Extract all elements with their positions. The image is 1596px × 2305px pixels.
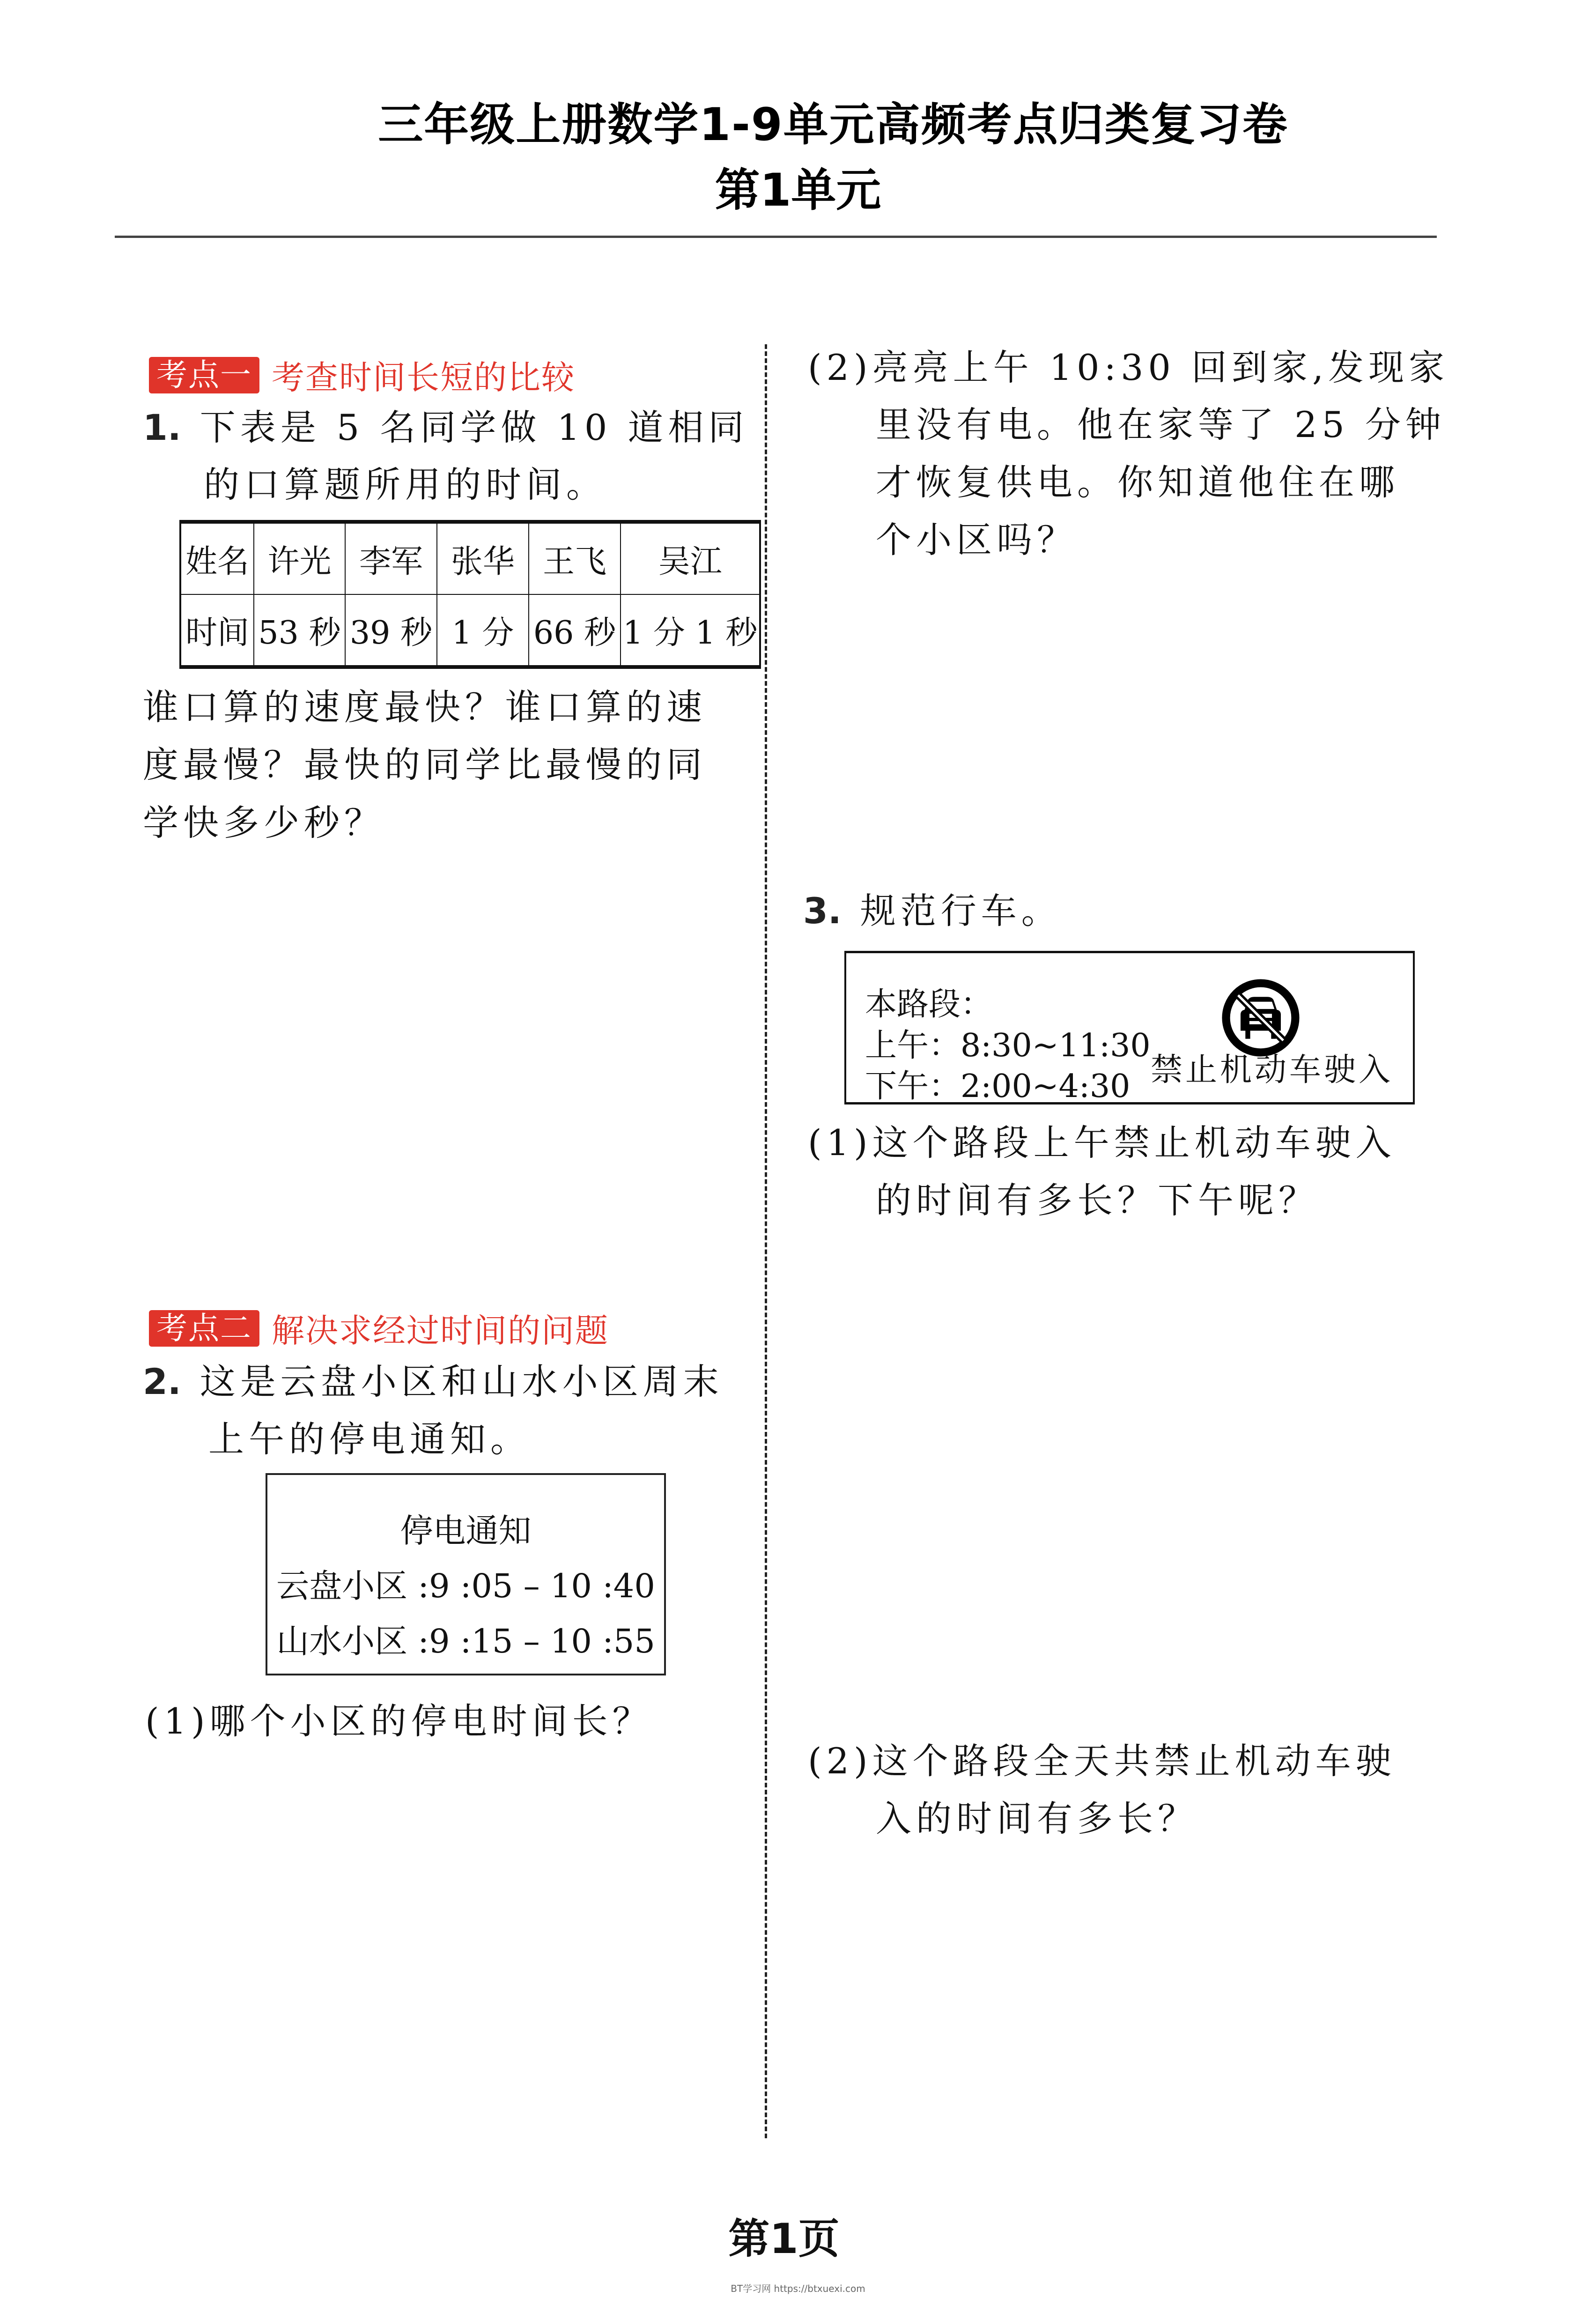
section-header-kaodian-1	[149, 351, 575, 399]
question-3-title: 3. 规范行车。	[803, 890, 1062, 932]
question-1-line-1: 1. 下表是 5 名同学做 10 道相同	[143, 407, 749, 448]
worksheet-title: 三年级上册数学1-9单元高频考点归类复习卷	[378, 98, 1288, 151]
table-cell: 1 分	[437, 594, 529, 667]
page-number: 第1页	[728, 2215, 840, 2263]
table-cell: 1 分 1 秒	[621, 594, 760, 667]
sign-ban-text: 禁止机动车驶入	[1151, 1052, 1394, 1089]
notice-row: 云盘小区 :9 :05 – 10 :40	[276, 1567, 655, 1605]
notice-row: 山水小区 :9 :15 – 10 :55	[276, 1622, 655, 1660]
question-number: 2.	[143, 1361, 181, 1402]
table-cell: 时间	[180, 594, 254, 667]
table-cell: 王飞	[529, 522, 621, 594]
traffic-restriction-sign	[844, 951, 1415, 1104]
question-number: 3.	[803, 890, 842, 932]
sign-label: 本路段：	[865, 986, 993, 1023]
question-1-line-2: 的口算题所用的时间。	[204, 464, 606, 505]
question-1-prompt-line-3: 学快多少秒？	[143, 802, 384, 844]
kaodian-title: 解决求经过时间的问题	[272, 1312, 609, 1350]
table-cell: 39 秒	[345, 594, 437, 667]
question-3-sub-1-line-1: (1)这个路段上午禁止机动车驶入	[808, 1122, 1396, 1164]
column-divider	[765, 344, 767, 2138]
question-3-sub-1-line-2: 的时间有多长？下午呢？	[876, 1179, 1319, 1221]
table-cell: 姓名	[180, 522, 254, 594]
sign-morning-hours: 上午：8:30~11:30	[865, 1027, 1151, 1064]
unit-title: 第1单元	[715, 164, 881, 216]
table-cell: 李军	[345, 522, 437, 594]
question-1-prompt-line-2: 度最慢？最快的同学比最慢的同	[143, 744, 707, 786]
question-2-line-1: 2. 这是云盘小区和山水小区周末	[143, 1361, 724, 1402]
question-2-sub-2-line-4: 个小区吗？	[876, 519, 1077, 561]
question-3-sub-2-line-1: (2)这个路段全天共禁止机动车驶	[808, 1740, 1396, 1782]
kaodian-badge: 考点一	[149, 357, 259, 393]
question-2-sub-1: (1)哪个小区的停电时间长？	[145, 1700, 653, 1742]
time-table	[179, 520, 761, 669]
question-2-line-2: 上午的停电通知。	[208, 1418, 531, 1460]
power-outage-notice	[266, 1473, 666, 1675]
question-2-sub-2-line-1: (2)亮亮上午 10:30 回到家,发现家	[808, 347, 1449, 388]
table-row-names	[180, 522, 760, 594]
table-row-times	[180, 594, 760, 667]
table-cell: 张华	[437, 522, 529, 594]
section-header-kaodian-2	[149, 1304, 609, 1352]
kaodian-title: 考查时间长短的比较	[272, 358, 575, 397]
question-1-prompt-line-1: 谁口算的速度最快？谁口算的速	[143, 686, 707, 728]
question-number: 1.	[143, 407, 181, 448]
watermark-text: BT学习网 https://btxuexi.com	[731, 2283, 865, 2294]
question-2-sub-2-line-2: 里没有电。他在家等了 25 分钟	[876, 404, 1446, 445]
table-cell: 53 秒	[254, 594, 345, 667]
sign-afternoon-hours: 下午：2:00~4:30	[865, 1068, 1130, 1105]
question-2-sub-2-line-3: 才恢复供电。你知道他住在哪	[876, 461, 1399, 503]
kaodian-badge: 考点二	[149, 1310, 259, 1347]
notice-title: 停电通知	[400, 1512, 532, 1550]
table-cell: 66 秒	[529, 594, 621, 667]
table-cell: 吴江	[621, 522, 760, 594]
header-divider	[115, 236, 1437, 238]
table-cell: 许光	[254, 522, 345, 594]
question-3-sub-2-line-2: 入的时间有多长？	[876, 1798, 1198, 1839]
